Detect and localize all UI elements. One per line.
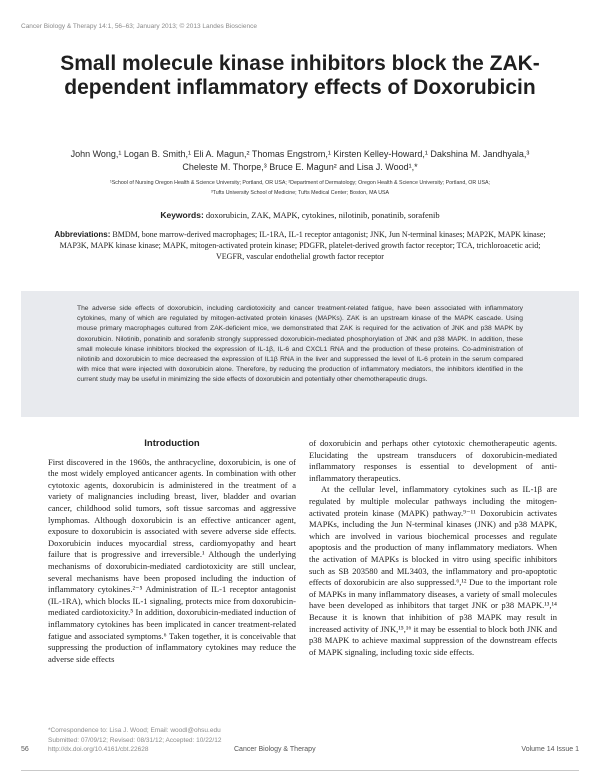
abbreviations xyxy=(52,229,548,262)
keywords-label: Keywords: xyxy=(160,210,204,220)
affiliations xyxy=(40,179,560,198)
footer-divider xyxy=(21,770,579,771)
right-paragraph-2: At the cellular level, inflammatory cytokines such as IL-1β are regulated by multiple molecular pathways including the mitogen-activated protein kinase (MAPK) pathway.⁹⁻¹¹ Doxorubicin activates MAPKs, including the Jun N-terminal kinases (JNK) and p38 MAPK, which are involved in various biochemical processes and regulate apoptosis and the production of many inflammatory mediators. When the activation of MAPKs is blocked in vitro using specific inhibitors such as SB 203580 and ML3403, the inflammatory and pro-apoptotic effects of doxorubicin are also suppressed.⁶,¹² Due to the important role of MAPKs in many inflammatory diseases, a variety of small molecules have been developed as inhibitors that target JNK or p38 MAPK.¹³,¹⁴ Because it is known that inhibition of p38 MAPK may result in increased activity of JNK,¹⁵,¹⁶ it may be essential to block both JNK and p38 MAPK to achieve maximal suppression of the downstream effects of MAPK signaling, including toxic side effects. xyxy=(309,484,557,657)
affiliations-line-2: ³Tufts University School of Medicine; Tufts Medical Center; Boston, MA USA xyxy=(210,189,390,196)
authors-line-2: Cheleste M. Thorpe,³ Bruce E. Magun² and Lisa J. Wood¹,* xyxy=(182,161,418,172)
introduction-heading: Introduction xyxy=(144,438,200,449)
right-column xyxy=(309,438,557,658)
footer-volume: Volume 14 Issue 1 xyxy=(521,746,579,753)
article-title: Small molecule kinase inhibitors block the ZAK-dependent inflammatory effects of Doxorubicin xyxy=(60,52,540,99)
running-head: Cancer Biology & Therapy 14:1, 56–63; January 2013; © 2013 Landes Bioscience xyxy=(21,23,257,30)
submission-dates: Submitted: 07/09/12; Revised: 08/31/12; Accepted: 10/22/12 xyxy=(48,736,222,744)
page-number: 56 xyxy=(21,746,29,753)
abstract-box xyxy=(21,291,579,417)
abstract-text: The adverse side effects of doxorubicin, including cardiotoxicity and cancer treatment-related fatigue, have been associated with inflammatory cytokines, many of which are regulated by mitogen-activated protein kinases (MAPKs). ZAK is an upstream kinase of the MAPK cascade. Using mouse primary macrophages cultured from ZAK-deficient mice, we demonstrated that ZAK is required for the activation of JNK and p38 MAPK by doxorubicin. Nilotinib, ponatinib and sorafenib strongly suppressed doxorubicin-mediated phosphorylation of JNK and p38 MAPK. In addition, these small molecule kinase inhibitors blocked the expression of IL-1β, IL-6 and CXCL1 RNA and the production of these proteins. Co-administration of nilotinib and doxorubicin to mice decreased the expression of IL1β RNA in the liver and suppressed the level of IL-6 protein in the serum compared with mice that were injected with doxorubicin alone. Therefore, by reducing the production of inflammatory mediators, the inhibitors identified in the current study may be useful in minimizing the side effects of doxorubicin and potentially other chemotherapeutic drugs. xyxy=(77,305,523,384)
affiliations-line-1: ¹School of Nursing Oregon Health & Science University; Portland, OR USA; ²Department of Dermatology; Oregon Health & Science University; Portland, OR USA; xyxy=(109,180,491,186)
keywords-text: doxorubicin, ZAK, MAPK, cytokines, nilotinib, ponatinib, sorafenib xyxy=(205,210,440,220)
authors-line-1: John Wong,¹ Logan B. Smith,¹ Eli A. Magun,² Thomas Engstrom,¹ Kirsten Kelley-Howard,¹ Dakshina M. Jandhyala,³ xyxy=(70,149,530,159)
left-column xyxy=(48,438,296,665)
abbreviations-label: Abbreviations: xyxy=(54,230,111,239)
left-paragraph-1: First discovered in the 1960s, the anthracycline, doxorubicin, is one of the most widely employed anticancer agents. In combination with other cytotoxic agents, doxorubicin is administered in the treatment of a variety of malignancies including breast, liver, bladder and ovarian cancer, childhood solid tumors, soft tissue sarcomas and aggressive lymphomas. Although doxorubicin is an effective anticancer agent, exposure to doxorubicin is associated with severe adverse side effects. Doxorubicin induces myocardial stress, cardiomyopathy and heart failure that is progressive and irreversible.¹ Although the underlying mechanisms of doxorubicin-mediated cardiotoxicity are still unclear, several mechanisms have been proposed including the induction of inflammatory cytokines.²⁻⁵ Administration of IL-1 receptor antagonist (IL-1RA), which blocks IL-1 signaling, protects mice from doxorubicin-mediated cardiotoxicity.⁵ In addition, doxorubicin-mediated induction of inflammatory cytokines has been implicated in cancer treatment-related fatigue and associated symptoms.⁶ Taken together, it is conceivable that suppressing the production of inflammatory cytokines may reduce the adverse side effects xyxy=(48,456,296,664)
correspondence-line: *Correspondence to: Lisa J. Wood; Email: woodl@ohsu.edu xyxy=(48,727,221,734)
author-list xyxy=(40,148,560,173)
doi-link[interactable]: http://dx.doi.org/10.4161/cbt.22628 xyxy=(48,746,149,754)
right-paragraph-1: of doxorubicin and perhaps other cytotoxic chemotherapeutic agents. Elucidating the upstream transducers of doxorubicin-mediated inflammatory responses is essential to development of anti-inflammatory therapeutics. xyxy=(309,438,557,483)
abbreviations-text: BMDM, bone marrow-derived macrophages; IL-1RA, IL-1 receptor antagonist; JNK, Jun N-terminal kinases; MAP2K, MAPK kinase; MAP3K, MAPK kinase kinase; MAPK, mitogen-activated protein kinase; PDGFR, platelet-derived growth factor receptor; TCA, trichloroacetic acid; VEGFR, vascular endothelial growth factor receptor xyxy=(59,230,546,261)
keywords xyxy=(40,210,560,220)
footer-journal: Cancer Biology & Therapy xyxy=(234,746,316,753)
